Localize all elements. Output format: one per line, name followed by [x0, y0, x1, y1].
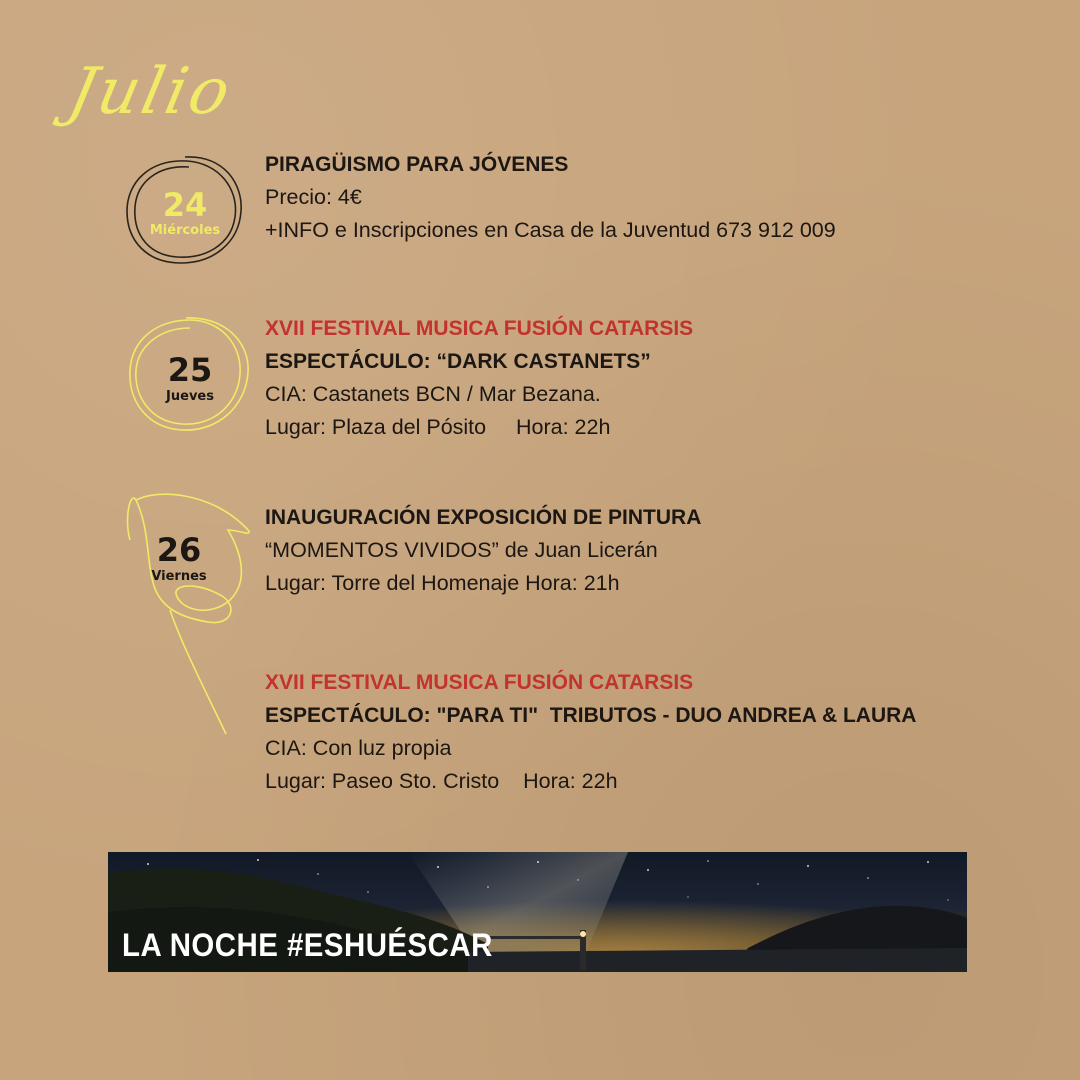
scribble-loop-icon: [110, 490, 270, 740]
day-weekday: Viernes: [151, 569, 207, 584]
event-festival: XVII FESTIVAL MUSICA FUSIÓN CATARSIS: [265, 317, 694, 340]
day-badge-26: [110, 490, 250, 620]
event-detail: CIA: Con luz propia: [265, 736, 452, 760]
day-badge-24: [115, 145, 255, 275]
event-item: [265, 501, 701, 600]
event-title: ESPECTÁCULO: "PARA TI" TRIBUTOS - DUO ANDREA & LAURA: [265, 704, 917, 727]
event-title: INAUGURACIÓN EXPOSICIÓN DE PINTURA: [265, 506, 702, 529]
event-detail: Precio: 4€: [265, 185, 362, 209]
event-festival: XVII FESTIVAL MUSICA FUSIÓN CATARSIS: [265, 671, 694, 694]
month-heading: [62, 55, 240, 155]
banner-title: LA NOCHE #ESHUÉSCAR: [122, 927, 493, 963]
night-sky-banner: [108, 852, 967, 972]
day-number: 24: [162, 186, 208, 224]
event-item: [265, 148, 836, 247]
event-item: [265, 666, 916, 798]
day-weekday: Miércoles: [149, 223, 221, 238]
event-detail: Lugar: Plaza del Pósito Hora: 22h: [265, 415, 611, 439]
event-detail: +INFO e Inscripciones en Casa de la Juventud 673 912 009: [265, 218, 836, 242]
day-badge-25: [120, 308, 260, 438]
month-title: Julio: [62, 55, 240, 129]
event-item: [265, 312, 693, 444]
day-number: 26: [156, 531, 202, 569]
day-number: 25: [167, 351, 213, 389]
event-detail: “MOMENTOS VIVIDOS” de Juan Licerán: [265, 538, 658, 562]
event-detail: Lugar: Paseo Sto. Cristo Hora: 22h: [265, 769, 618, 793]
event-title: PIRAGÜISMO PARA JÓVENES: [265, 153, 569, 176]
event-title: ESPECTÁCULO: “DARK CASTANETS”: [265, 350, 651, 373]
event-detail: Lugar: Torre del Homenaje Hora: 21h: [265, 571, 620, 595]
day-weekday: Jueves: [166, 389, 214, 404]
event-detail: CIA: Castanets BCN / Mar Bezana.: [265, 382, 601, 406]
